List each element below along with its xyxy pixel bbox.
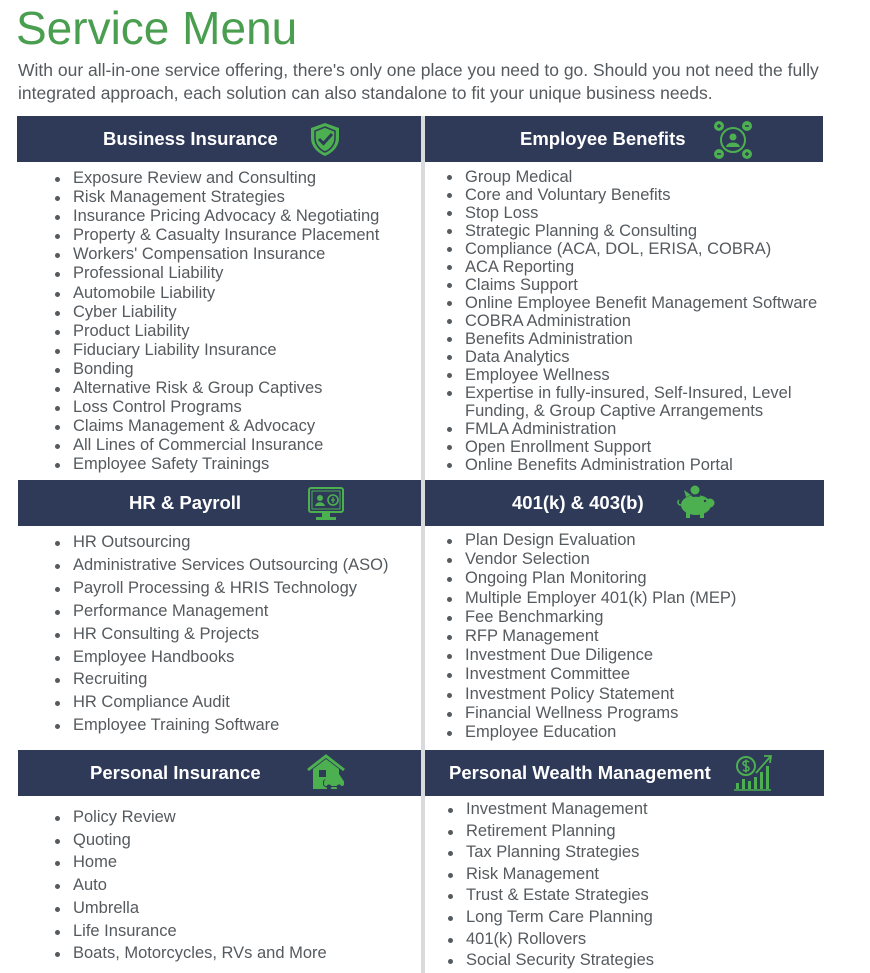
list-item: Cyber Liability: [52, 303, 379, 322]
list-item: Benefits Administration: [444, 330, 825, 348]
list-item: Payroll Processing & HRIS Technology: [52, 577, 388, 600]
section-title: Personal Wealth Management: [449, 762, 711, 783]
section-header-personal-insurance: [18, 750, 421, 796]
page-title: Service Menu: [16, 2, 298, 54]
list-item: Property & Casualty Insurance Placement: [52, 226, 379, 245]
list-business-insurance: [52, 169, 379, 475]
list-item: Group Medical: [444, 168, 825, 186]
column-divider: [421, 116, 425, 973]
list-item: Automobile Liability: [52, 284, 379, 303]
list-item: Performance Management: [52, 600, 388, 623]
list-item: Strategic Planning & Consulting: [444, 222, 825, 240]
piggy-bank-icon: [675, 484, 717, 520]
list-item: HR Consulting & Projects: [52, 623, 388, 646]
list-item: Quoting: [52, 829, 327, 852]
list-item: Home: [52, 851, 327, 874]
section-header-hr-payroll: [18, 480, 421, 526]
computer-payroll-icon: [306, 483, 346, 523]
shield-check-icon: [307, 121, 343, 157]
list-item: Tax Planning Strategies: [445, 842, 654, 864]
list-401k-403b: [444, 531, 736, 742]
list-item: Policy Review: [52, 806, 327, 829]
list-item: Retirement Planning: [445, 821, 654, 843]
list-item: Alternative Risk & Group Captives: [52, 379, 379, 398]
list-item: Investment Management: [445, 799, 654, 821]
list-item: Umbrella: [52, 897, 327, 920]
list-item: Fiduciary Liability Insurance: [52, 341, 379, 360]
list-item: RFP Management: [444, 627, 736, 646]
list-hr-payroll: [52, 531, 388, 737]
list-item: Social Security Strategies: [445, 950, 654, 972]
list-item: Insurance Pricing Advocacy & Negotiating: [52, 207, 379, 226]
list-item: Plan Design Evaluation: [444, 531, 736, 550]
list-item: Online Benefits Administration Portal: [444, 456, 825, 474]
list-item: Stop Loss: [444, 204, 825, 222]
list-item: 401(k) Rollovers: [445, 929, 654, 951]
list-item: FMLA Administration: [444, 420, 825, 438]
list-item: Multiple Employer 401(k) Plan (MEP): [444, 589, 736, 608]
list-item: Data Analytics: [444, 348, 825, 366]
section-header-401k-403b: [425, 480, 824, 526]
section-title: Personal Insurance: [90, 762, 261, 783]
list-item: Core and Voluntary Benefits: [444, 186, 825, 204]
wealth-growth-icon: [732, 753, 772, 793]
intro-paragraph: With our all-in-one service offering, there's only one place you need to go. Should you not need the fully integrated approach, each solution can also standalone to fit your unique business needs.: [18, 60, 819, 103]
list-item: Employee Safety Trainings: [52, 455, 379, 474]
list-item: Investment Committee: [444, 665, 736, 684]
list-item: Claims Support: [444, 276, 825, 294]
list-item: Boats, Motorcycles, RVs and More: [52, 942, 327, 965]
list-item: Employee Wellness: [444, 366, 825, 384]
house-car-icon: [305, 753, 347, 793]
list-item: Financial Wellness Programs: [444, 704, 736, 723]
list-item: Trust & Estate Strategies: [445, 885, 654, 907]
list-item: Exposure Review and Consulting: [52, 169, 379, 188]
list-item: Claims Management & Advocacy: [52, 417, 379, 436]
section-header-business-insurance: [17, 116, 421, 162]
list-item: Expertise in fully-insured, Self-Insured, Level Funding, & Group Captive Arrangements: [444, 384, 825, 420]
list-item: Recruiting: [52, 668, 388, 691]
list-item: Product Liability: [52, 322, 379, 341]
section-title: Employee Benefits: [520, 128, 686, 149]
list-item: Bonding: [52, 360, 379, 379]
list-item: HR Outsourcing: [52, 531, 388, 554]
list-item: Employee Education: [444, 723, 736, 742]
list-item: Compliance (ACA, DOL, ERISA, COBRA): [444, 240, 825, 258]
section-title: HR & Payroll: [129, 492, 242, 513]
list-item: Employee Training Software: [52, 714, 388, 737]
list-item: Long Term Care Planning: [445, 907, 654, 929]
section-title: Business Insurance: [103, 128, 278, 149]
list-item: Workers' Compensation Insurance: [52, 245, 379, 264]
section-title: 401(k) & 403(b): [512, 492, 644, 513]
section-header-personal-wealth-management: [425, 750, 824, 796]
list-item: COBRA Administration: [444, 312, 825, 330]
list-item: ACA Reporting: [444, 258, 825, 276]
list-item: Ongoing Plan Monitoring: [444, 569, 736, 588]
list-item: HR Compliance Audit: [52, 691, 388, 714]
list-item: Loss Control Programs: [52, 398, 379, 417]
list-item: Administrative Services Outsourcing (ASO): [52, 554, 388, 577]
list-item: All Lines of Commercial Insurance: [52, 436, 379, 455]
list-item: Open Enrollment Support: [444, 438, 825, 456]
list-item: Investment Policy Statement: [444, 685, 736, 704]
list-item: Vendor Selection: [444, 550, 736, 569]
list-item: Investment Due Diligence: [444, 646, 736, 665]
list-item: Employee Handbooks: [52, 646, 388, 669]
list-item: Online Employee Benefit Management Software: [444, 294, 825, 312]
list-item: Risk Management: [445, 864, 654, 886]
list-personal-insurance: [52, 806, 327, 965]
list-item: Auto: [52, 874, 327, 897]
list-personal-wealth-management: [445, 799, 654, 972]
section-header-employee-benefits: [425, 116, 823, 162]
list-item: Life Insurance: [52, 920, 327, 943]
list-item: Fee Benchmarking: [444, 608, 736, 627]
list-employee-benefits: [444, 168, 825, 474]
list-item: Professional Liability: [52, 264, 379, 283]
employee-benefits-icon: [713, 120, 753, 160]
list-item: Risk Management Strategies: [52, 188, 379, 207]
